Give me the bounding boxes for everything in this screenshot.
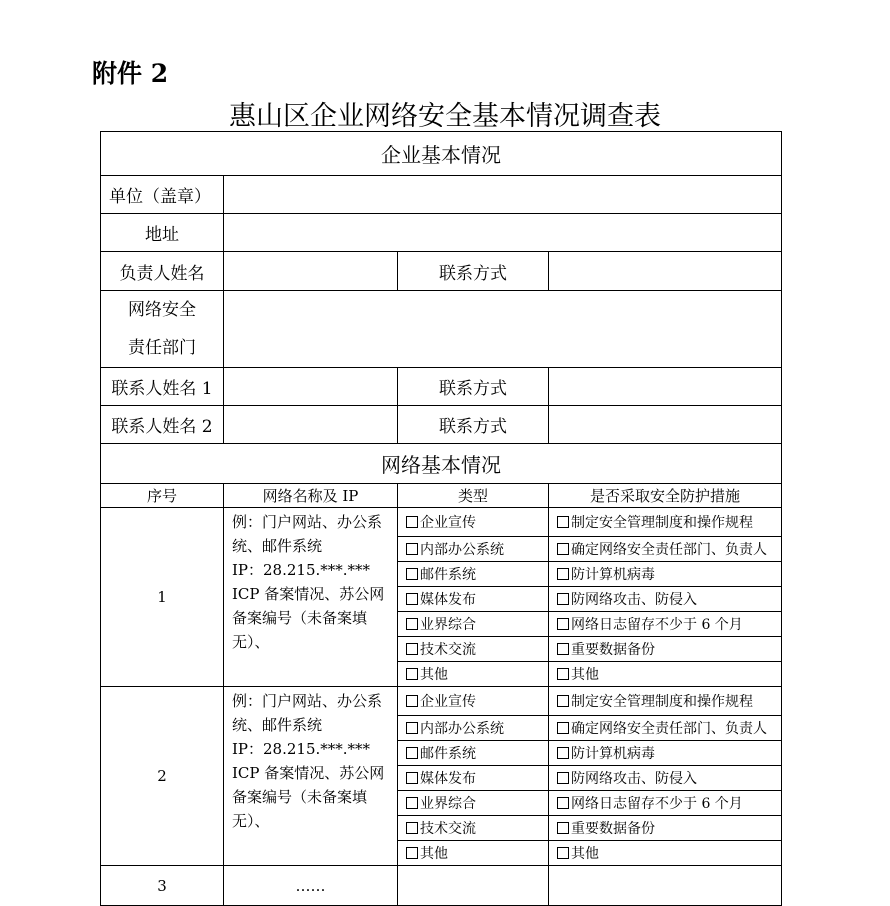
measure-option-label: 重要数据备份: [571, 821, 655, 837]
contact2-name-label: 联系人姓名 2: [101, 406, 224, 444]
measure-option-label: 确定网络安全责任部门、负责人: [571, 721, 767, 737]
row-seq-2: 2: [101, 687, 224, 866]
type-option[interactable]: [398, 562, 549, 587]
checkbox[interactable]: [406, 722, 418, 734]
network-name-line: 备案编号（未备案填: [232, 609, 368, 627]
network-name-line: 例：门户网站、办公系: [232, 692, 383, 710]
network-name-line: ICP 备案情况、苏公网: [232, 585, 385, 603]
measure-option-label: 网络日志留存不少于 6 个月: [571, 796, 743, 812]
annex-label: 附件 2: [92, 59, 169, 88]
checkbox[interactable]: [406, 747, 418, 759]
measure-option-label: 防计算机病毒: [571, 746, 655, 762]
checkbox[interactable]: [557, 643, 569, 655]
checkbox[interactable]: [557, 543, 569, 555]
measure-option[interactable]: [549, 716, 782, 741]
network-name-line: ICP 备案情况、苏公网: [232, 764, 385, 782]
type-option[interactable]: [398, 587, 549, 612]
measure-option-label: 防网络攻击、防侵入: [571, 592, 697, 608]
contact2-contact-field[interactable]: [549, 406, 782, 444]
network-name-line: 例：门户网站、办公系: [232, 513, 383, 531]
network-name-line: 统、邮件系统: [232, 716, 323, 734]
address-field[interactable]: [224, 214, 782, 252]
type-option[interactable]: [398, 508, 549, 537]
col-header-name: 网络名称及 IP: [224, 484, 398, 508]
checkbox[interactable]: [406, 543, 418, 555]
survey-table: [100, 131, 782, 906]
measure-option[interactable]: [549, 687, 782, 716]
network-name-line: IP：28.215.***.***: [232, 561, 371, 579]
address-label: 地址: [101, 214, 224, 252]
network-name-line: 无）、: [232, 812, 270, 830]
measure-option[interactable]: [549, 612, 782, 637]
measure-option-label: 制定安全管理制度和操作规程: [571, 515, 753, 531]
checkbox[interactable]: [557, 593, 569, 605]
checkbox[interactable]: [406, 847, 418, 859]
type-option-label: 媒体发布: [420, 771, 476, 787]
type-option-label: 技术交流: [420, 821, 476, 837]
row-ellipsis: ……: [224, 866, 398, 906]
head-contact-field[interactable]: [549, 252, 782, 291]
measure-option[interactable]: [549, 587, 782, 612]
checkbox[interactable]: [557, 747, 569, 759]
measure-option-label: 重要数据备份: [571, 642, 655, 658]
checkbox[interactable]: [406, 797, 418, 809]
type-option[interactable]: [398, 687, 549, 716]
checkbox[interactable]: [557, 797, 569, 809]
measure-option-label: 其他: [571, 667, 599, 683]
security-dept-label-line1: 网络安全: [128, 300, 196, 320]
network-name-line: 备案编号（未备案填: [232, 788, 368, 806]
type-option-label: 其他: [420, 667, 448, 683]
head-contact-label: 联系方式: [398, 252, 549, 291]
type-option-label: 邮件系统: [420, 567, 476, 583]
type-option[interactable]: [398, 741, 549, 766]
measure-option[interactable]: [549, 637, 782, 662]
measure-option-label: 防计算机病毒: [571, 567, 655, 583]
measure-option-label: 制定安全管理制度和操作规程: [571, 694, 753, 710]
measure-option[interactable]: [549, 841, 782, 866]
measure-option[interactable]: [549, 741, 782, 766]
head-name-field[interactable]: [224, 252, 398, 291]
security-dept-field[interactable]: [224, 291, 782, 368]
type-option[interactable]: [398, 537, 549, 562]
type-option-label: 技术交流: [420, 642, 476, 658]
section-title-basic: 企业基本情况: [101, 132, 782, 176]
contact2-contact-label: 联系方式: [398, 406, 549, 444]
row-seq-3: 3: [101, 866, 224, 906]
checkbox[interactable]: [557, 772, 569, 784]
measure-option[interactable]: [549, 816, 782, 841]
unit-label: 单位（盖章）: [101, 176, 224, 214]
section-title-network: 网络基本情况: [101, 444, 782, 484]
type-option-label: 企业宣传: [420, 694, 476, 710]
contact1-name-field[interactable]: [224, 368, 398, 406]
security-dept-label: [101, 291, 224, 368]
type-option-label: 媒体发布: [420, 592, 476, 608]
checkbox[interactable]: [406, 695, 418, 707]
contact2-name-field[interactable]: [224, 406, 398, 444]
security-dept-label-line2: 责任部门: [128, 338, 196, 358]
type-option-label: 其他: [420, 846, 448, 862]
checkbox[interactable]: [557, 822, 569, 834]
type-option[interactable]: [398, 637, 549, 662]
type-option[interactable]: [398, 612, 549, 637]
col-header-type: 类型: [398, 484, 549, 508]
network-name-example: [224, 508, 398, 687]
type-option[interactable]: [398, 716, 549, 741]
checkbox[interactable]: [406, 516, 418, 528]
network-name-line: 无）、: [232, 633, 270, 651]
measure-option[interactable]: [549, 766, 782, 791]
contact1-name-label: 联系人姓名 1: [101, 368, 224, 406]
col-header-seq: 序号: [101, 484, 224, 508]
network-name-line: IP：28.215.***.***: [232, 740, 371, 758]
measure-option-label: 确定网络安全责任部门、负责人: [571, 542, 767, 558]
network-name-example: [224, 687, 398, 866]
type-option[interactable]: [398, 841, 549, 866]
contact1-contact-label: 联系方式: [398, 368, 549, 406]
checkbox[interactable]: [557, 568, 569, 580]
measure-option[interactable]: [549, 662, 782, 687]
checkbox[interactable]: [557, 668, 569, 680]
type-option-label: 内部办公系统: [420, 542, 504, 558]
type-option-label: 邮件系统: [420, 746, 476, 762]
row-seq-1: 1: [101, 508, 224, 687]
checkbox[interactable]: [557, 618, 569, 630]
checkbox[interactable]: [557, 722, 569, 734]
measure-option-label: 网络日志留存不少于 6 个月: [571, 617, 743, 633]
checkbox[interactable]: [406, 822, 418, 834]
measure-option-label: 防网络攻击、防侵入: [571, 771, 697, 787]
measure-option[interactable]: [549, 508, 782, 537]
head-name-label: 负责人姓名: [101, 252, 224, 291]
checkbox[interactable]: [557, 695, 569, 707]
type-option[interactable]: [398, 662, 549, 687]
type-option[interactable]: [398, 766, 549, 791]
contact1-contact-field[interactable]: [549, 368, 782, 406]
measure-option[interactable]: [549, 791, 782, 816]
checkbox[interactable]: [406, 668, 418, 680]
type-option-label: 业界综合: [420, 796, 476, 812]
measure-option[interactable]: [549, 562, 782, 587]
type-option-label: 内部办公系统: [420, 721, 504, 737]
col-header-measures: 是否采取安全防护措施: [549, 484, 782, 508]
type-option[interactable]: [398, 816, 549, 841]
measure-option-label: 其他: [571, 846, 599, 862]
type-option-label: 企业宣传: [420, 515, 476, 531]
form-title: 惠山区企业网络安全基本情况调查表: [229, 101, 661, 132]
unit-field[interactable]: [224, 176, 782, 214]
checkbox[interactable]: [406, 772, 418, 784]
checkbox[interactable]: [406, 593, 418, 605]
checkbox[interactable]: [406, 643, 418, 655]
checkbox[interactable]: [557, 847, 569, 859]
checkbox[interactable]: [557, 516, 569, 528]
type-option[interactable]: [398, 791, 549, 816]
measure-option[interactable]: [549, 537, 782, 562]
network-name-line: 统、邮件系统: [232, 537, 323, 555]
type-option-label: 业界综合: [420, 617, 476, 633]
checkbox[interactable]: [406, 618, 418, 630]
checkbox[interactable]: [406, 568, 418, 580]
